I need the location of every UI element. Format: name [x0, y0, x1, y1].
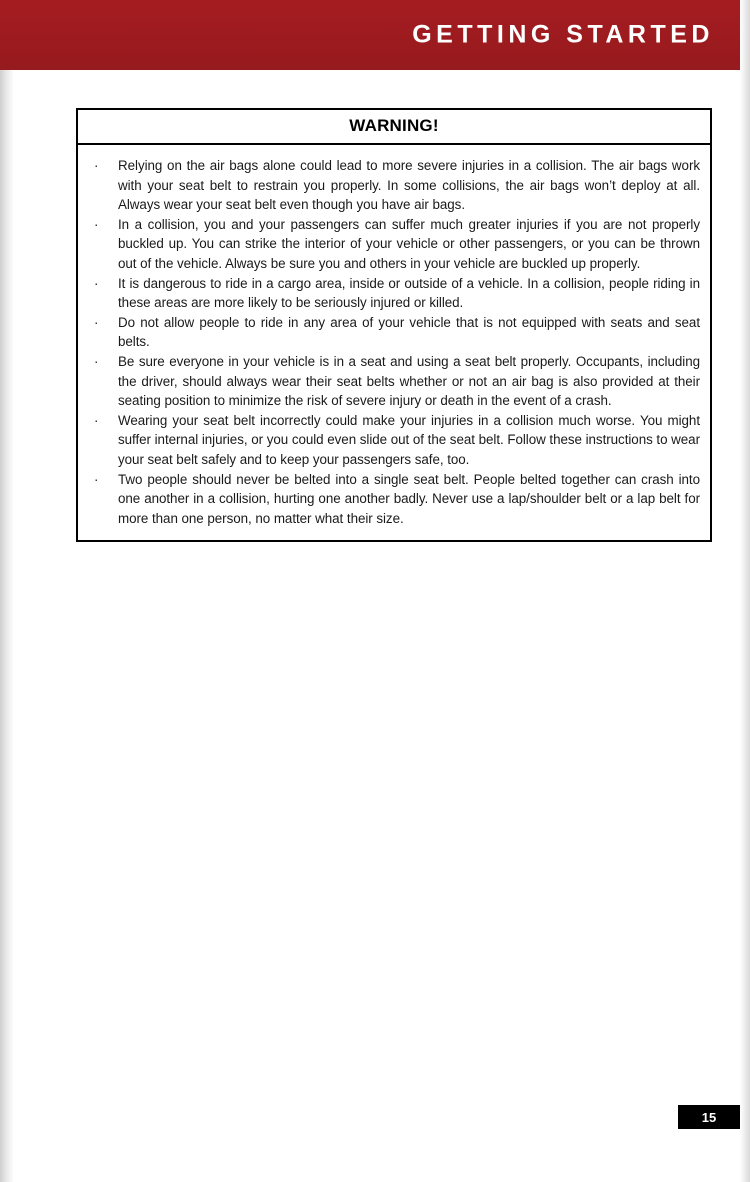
list-item [86, 156, 700, 215]
list-item [86, 274, 700, 313]
bullet-icon: · [94, 412, 99, 428]
list-item-text: Relying on the air bags alone could lead to more severe injuries in a collision. The air bags work with your seat belt to restrain you properly. In some collisions, the air bags won’t deploy at all. Always wear your seat belt even though you have air bags. [118, 158, 700, 213]
list-item-text: It is dangerous to ride in a cargo area, inside or outside of a vehicle. In a collision, people riding in these areas are more likely to be seriously injured or killed. [118, 275, 700, 311]
list-item-text: Wearing your seat belt incorrectly could make your injuries in a collision much worse. You might suffer internal injuries, or you could even slide out of the seat belt. Follow these instructions to wear your seat belt safely and to keep your passengers safe, too. [118, 412, 700, 467]
warning-box-title: WARNING! [78, 110, 710, 145]
bullet-icon: · [94, 158, 99, 173]
bullet-icon: · [94, 314, 99, 330]
bullet-icon: · [94, 353, 99, 369]
page-header-title: GETTING STARTED [412, 20, 714, 49]
list-item-text: Be sure everyone in your vehicle is in a seat and using a seat belt properly. Occupants, including the driver, should always wear their seat belts whether or not an air bag is also provided at their seating position to minimize the risk of severe injury or death in the event of a crash. [118, 353, 700, 409]
page-number-badge: 15 [678, 1105, 740, 1129]
list-item-text: Two people should never be belted into a single seat belt. People belted together can crash into one another in a collision, hurting one another badly. Never use a lap/shoulder belt or a lap belt for more than one person, no matter what their size. [118, 471, 700, 526]
list-item-text: Do not allow people to ride in any area of your vehicle that is not equipped with seats and seat belts. [118, 314, 700, 350]
bullet-icon: · [94, 471, 99, 487]
page-header-bar [0, 0, 750, 70]
list-item-text: In a collision, you and your passengers can suffer much greater injuries if you are not properly buckled up. You can strike the interior of your vehicle or other passengers, or you can be thrown out of the vehicle. Always be sure you and others in your vehicle are buckled up properly. [118, 216, 700, 271]
bullet-icon: · [94, 216, 99, 232]
bullet-icon: · [94, 275, 99, 291]
list-item [86, 313, 700, 352]
list-item [86, 352, 700, 411]
warning-box-body [78, 145, 710, 540]
list-item [86, 411, 700, 470]
list-item [86, 215, 700, 274]
warning-box [76, 108, 712, 542]
warning-bullet-list [86, 156, 700, 528]
list-item [86, 470, 700, 529]
